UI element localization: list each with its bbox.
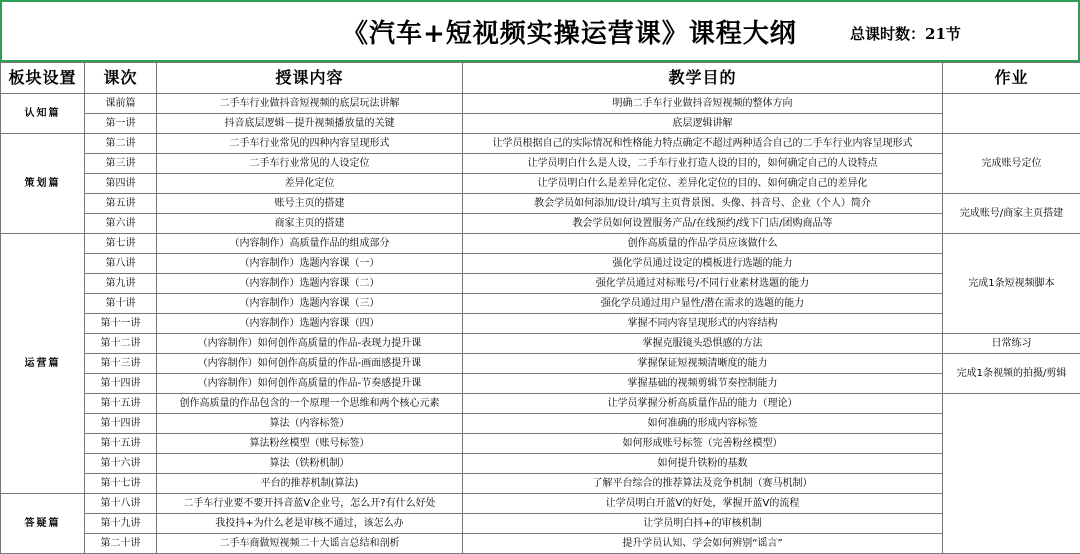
lesson-cell: 第十四讲 bbox=[85, 374, 157, 394]
lesson-cell: 课前篇 bbox=[85, 94, 157, 114]
lesson-cell: 第四讲 bbox=[85, 174, 157, 194]
total-hours: 总课时数：21节 bbox=[850, 23, 961, 44]
homework-cell-empty bbox=[943, 94, 1080, 134]
table-row bbox=[1, 234, 1080, 254]
content-cell: 抖音底层逻辑－提升视频播放量的关键 bbox=[157, 114, 463, 134]
goal-cell: 掌握克服镜头恐惧感的方法 bbox=[463, 334, 943, 354]
content-cell: 算法粉丝模型（账号标签） bbox=[157, 434, 463, 454]
lesson-cell: 第十四讲 bbox=[85, 414, 157, 434]
section-cognition: 认知篇 bbox=[1, 94, 85, 134]
goal-cell: 掌握不同内容呈现形式的内容结构 bbox=[463, 314, 943, 334]
content-cell: （内容制作）选题内容课（三） bbox=[157, 294, 463, 314]
goal-cell: 教会学员如何设置服务产品/在线预约/线下门店/团购商品等 bbox=[463, 214, 943, 234]
goal-cell: 了解平台综合的推荐算法及竞争机制（赛马机制） bbox=[463, 474, 943, 494]
content-cell: （内容制作）高质量作品的组成部分 bbox=[157, 234, 463, 254]
table-row bbox=[1, 494, 1080, 514]
goal-cell: 如何准确的形成内容标签 bbox=[463, 414, 943, 434]
title-banner bbox=[0, 0, 1080, 62]
table-row bbox=[1, 254, 1080, 274]
content-cell: 算法（内容标签） bbox=[157, 414, 463, 434]
goal-cell: 强化学员通过用户显性/潜在需求的选题的能力 bbox=[463, 294, 943, 314]
table-row bbox=[1, 94, 1080, 114]
lesson-cell: 第六讲 bbox=[85, 214, 157, 234]
content-cell: 差异化定位 bbox=[157, 174, 463, 194]
table-row bbox=[1, 134, 1080, 154]
table-header-row bbox=[1, 63, 1080, 94]
course-outline-table bbox=[0, 62, 1080, 554]
lesson-cell: 第十二讲 bbox=[85, 334, 157, 354]
content-cell: （内容制作）选题内容课（二） bbox=[157, 274, 463, 294]
table-row bbox=[1, 114, 1080, 134]
goal-cell: 如何提升铁粉的基数 bbox=[463, 454, 943, 474]
table-row bbox=[1, 394, 1080, 414]
lesson-cell: 第十五讲 bbox=[85, 434, 157, 454]
section-qa: 答疑篇 bbox=[1, 494, 85, 554]
column-header-section: 板块设置 bbox=[1, 63, 85, 94]
content-cell: 商家主页的搭建 bbox=[157, 214, 463, 234]
content-cell: 平台的推荐机制(算法) bbox=[157, 474, 463, 494]
homework-cell-empty bbox=[943, 394, 1080, 554]
content-cell: 算法（铁粉机制） bbox=[157, 454, 463, 474]
goal-cell: 强化学员通过对标账号/不同行业素材选题的能力 bbox=[463, 274, 943, 294]
content-cell: （内容制作）选题内容课（四） bbox=[157, 314, 463, 334]
table-row bbox=[1, 294, 1080, 314]
lesson-cell: 第五讲 bbox=[85, 194, 157, 214]
goal-cell: 让学员明白抖+的审核机制 bbox=[463, 514, 943, 534]
lesson-cell: 第十七讲 bbox=[85, 474, 157, 494]
table-row bbox=[1, 474, 1080, 494]
goal-cell: 明确二手车行业做抖音短视频的整体方向 bbox=[463, 94, 943, 114]
lesson-cell: 第一讲 bbox=[85, 114, 157, 134]
lesson-cell: 第九讲 bbox=[85, 274, 157, 294]
content-cell: 二手车商做短视频二十大谣言总结和剖析 bbox=[157, 534, 463, 554]
table-row bbox=[1, 354, 1080, 374]
goal-cell: 如何形成账号标签（完善粉丝模型） bbox=[463, 434, 943, 454]
column-header-goal: 教学目的 bbox=[463, 63, 943, 94]
table-row bbox=[1, 374, 1080, 394]
goal-cell: 底层逻辑讲解 bbox=[463, 114, 943, 134]
goal-cell: 让学员明白什么是人设，二手车行业打造人设的目的，如何确定自己的人设特点 bbox=[463, 154, 943, 174]
table-row bbox=[1, 454, 1080, 474]
table-row bbox=[1, 514, 1080, 534]
content-cell: 我投抖+为什么老是审核不通过，该怎么办 bbox=[157, 514, 463, 534]
lesson-cell: 第八讲 bbox=[85, 254, 157, 274]
table-row bbox=[1, 154, 1080, 174]
lesson-cell: 第十六讲 bbox=[85, 454, 157, 474]
goal-cell: 让学员掌握分析高质量作品的能力（理论） bbox=[463, 394, 943, 414]
table-row bbox=[1, 314, 1080, 334]
content-cell: 账号主页的搭建 bbox=[157, 194, 463, 214]
homework-cell: 完成1条视频的拍摄/剪辑 bbox=[943, 354, 1080, 394]
page-title: 《汽车+短视频实操运营课》课程大纲 bbox=[342, 13, 797, 50]
goal-cell: 教会学员如何添加/设计/填写主页背景图、头像、抖音号、企业（个人）简介 bbox=[463, 194, 943, 214]
content-cell: 二手车行业常见的四种内容呈现形式 bbox=[157, 134, 463, 154]
lesson-cell: 第十八讲 bbox=[85, 494, 157, 514]
goal-cell: 让学员明白开蓝V的好处，掌握开蓝V的流程 bbox=[463, 494, 943, 514]
section-planning: 策划篇 bbox=[1, 134, 85, 234]
table-row bbox=[1, 334, 1080, 354]
goal-cell: 掌握保证短视频清晰度的能力 bbox=[463, 354, 943, 374]
lesson-cell: 第三讲 bbox=[85, 154, 157, 174]
lesson-cell: 第二讲 bbox=[85, 134, 157, 154]
table-row bbox=[1, 534, 1080, 554]
homework-cell: 完成账号/商家主页搭建 bbox=[943, 194, 1080, 234]
table-row bbox=[1, 194, 1080, 214]
column-header-content: 授课内容 bbox=[157, 63, 463, 94]
homework-cell: 日常练习 bbox=[943, 334, 1080, 354]
table-row bbox=[1, 174, 1080, 194]
content-cell: 二手车行业做抖音短视频的底层玩法讲解 bbox=[157, 94, 463, 114]
lesson-cell: 第十讲 bbox=[85, 294, 157, 314]
homework-cell: 完成账号定位 bbox=[943, 134, 1080, 194]
content-cell: （内容制作）如何创作高质量的作品-画面感提升课 bbox=[157, 354, 463, 374]
lesson-cell: 第十三讲 bbox=[85, 354, 157, 374]
section-operation: 运营篇 bbox=[1, 234, 85, 494]
homework-cell: 完成1条短视频脚本 bbox=[943, 234, 1080, 334]
content-cell: （内容制作）选题内容课（一） bbox=[157, 254, 463, 274]
table-row bbox=[1, 414, 1080, 434]
goal-cell: 让学员明白什么是差异化定位、差异化定位的目的、如何确定自己的差异化 bbox=[463, 174, 943, 194]
content-cell: （内容制作）如何创作高质量的作品-节奏感提升课 bbox=[157, 374, 463, 394]
lesson-cell: 第十一讲 bbox=[85, 314, 157, 334]
table-row bbox=[1, 214, 1080, 234]
lesson-cell: 第十五讲 bbox=[85, 394, 157, 414]
lesson-cell: 第十九讲 bbox=[85, 514, 157, 534]
lesson-cell: 第二十讲 bbox=[85, 534, 157, 554]
goal-cell: 让学员根据自己的实际情况和性格能力特点确定不超过两种适合自己的二手车行业内容呈现形式 bbox=[463, 134, 943, 154]
content-cell: 二手车行业常见的人设定位 bbox=[157, 154, 463, 174]
table-row bbox=[1, 434, 1080, 454]
content-cell: 创作高质量的作品包含的一个原理一个思维和两个核心元素 bbox=[157, 394, 463, 414]
content-cell: 二手车行业要不要开抖音蓝V企业号，怎么开?有什么好处 bbox=[157, 494, 463, 514]
goal-cell: 掌握基础的视频剪辑节奏控制能力 bbox=[463, 374, 943, 394]
lesson-cell: 第七讲 bbox=[85, 234, 157, 254]
goal-cell: 提升学员认知、学会如何辨别“谣言” bbox=[463, 534, 943, 554]
column-header-homework: 作业 bbox=[943, 63, 1080, 94]
goal-cell: 创作高质量的作品学员应该做什么 bbox=[463, 234, 943, 254]
table-row bbox=[1, 274, 1080, 294]
content-cell: （内容制作）如何创作高质量的作品-表现力提升课 bbox=[157, 334, 463, 354]
goal-cell: 强化学员通过设定的模板进行选题的能力 bbox=[463, 254, 943, 274]
column-header-lesson: 课次 bbox=[85, 63, 157, 94]
